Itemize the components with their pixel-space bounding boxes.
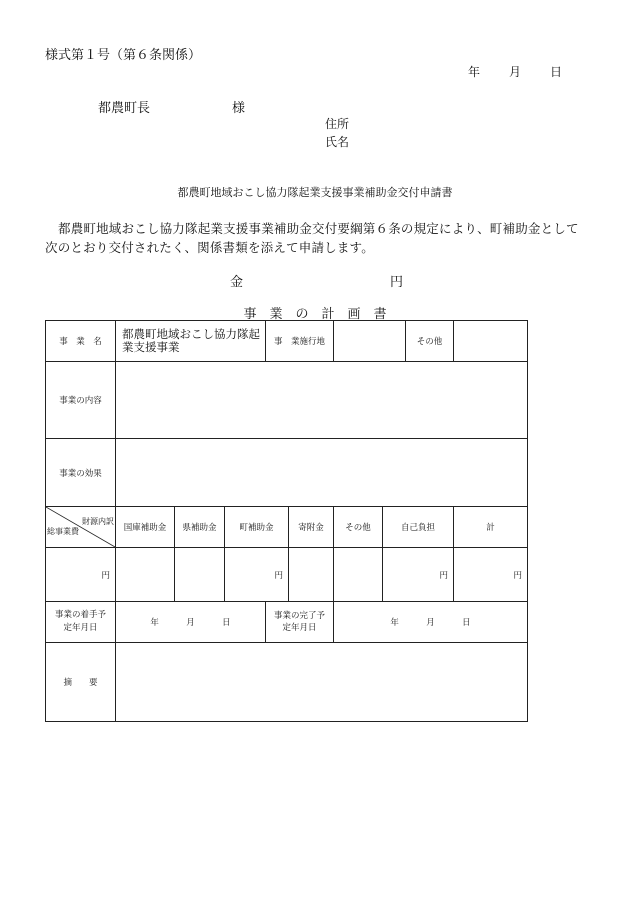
column-header: 計 (454, 507, 528, 548)
completion-day: 日 (462, 618, 471, 628)
completion-date-label: 事業の完了予定年月日 (266, 602, 334, 643)
other-value (454, 321, 528, 362)
funding-breakdown-label: 財源内訳 (82, 517, 114, 526)
remarks-value (116, 643, 528, 722)
column-header: 県補助金 (175, 507, 225, 548)
remarks-label: 摘 要 (46, 643, 116, 722)
other-funding-value (334, 548, 383, 602)
column-header: その他 (334, 507, 383, 548)
prefectural-subsidy-value (175, 548, 225, 602)
completion-date-value (334, 602, 528, 643)
start-date-label: 事業の着手予定年月日 (46, 602, 116, 643)
table-row (46, 507, 528, 548)
table-row (46, 602, 528, 643)
name-label: 氏名 (325, 135, 350, 149)
table-row (46, 321, 528, 362)
content-value (116, 362, 528, 439)
project-site-value (334, 321, 406, 362)
column-header: 町補助金 (225, 507, 289, 548)
table-row (46, 362, 528, 439)
date-day-label: 日 (550, 65, 563, 79)
amount-label: 金 (230, 275, 244, 290)
other-label: その他 (406, 321, 454, 362)
amount-unit: 円 (390, 275, 404, 290)
addressee: 都農町長 (98, 101, 151, 116)
project-site-label: 事 業施行地 (266, 321, 334, 362)
donation-value (289, 548, 334, 602)
date-month-label: 月 (509, 65, 522, 79)
start-year: 年 (150, 618, 159, 628)
total-cost-yen: 円 (46, 548, 116, 602)
table-row (46, 643, 528, 722)
start-month: 月 (186, 618, 195, 628)
total-yen: 円 (454, 548, 528, 602)
date-year-label: 年 (468, 65, 481, 79)
total-cost-label: 総事業費 (47, 527, 79, 536)
table-row (46, 439, 528, 507)
start-day: 日 (222, 618, 231, 628)
project-name-value: 都農町地域おこし協力隊起業支援事業 (116, 321, 266, 362)
column-header: 自己負担 (383, 507, 454, 548)
column-header: 寄附金 (289, 507, 334, 548)
national-subsidy-value (116, 548, 175, 602)
project-name-label: 事 業 名 (46, 321, 116, 362)
start-date-value (116, 602, 266, 643)
diagonal-header-cell (46, 507, 116, 548)
self-burden-yen: 円 (383, 548, 454, 602)
document-body: 都農町地域おこし協力隊起業支援事業補助金交付要綱第６条の規定により、町補助金として次のとおり交付されたく、関係書類を添えて申請します。 (45, 221, 579, 255)
completion-year: 年 (390, 618, 399, 628)
form-number: 様式第１号（第６条関係） (45, 48, 202, 63)
content-label: 事業の内容 (46, 362, 116, 439)
document-title: 都農町地域おこし協力隊起業支援事業補助金交付申請書 (177, 186, 453, 199)
effect-value (116, 439, 528, 507)
effect-label: 事業の効果 (46, 439, 116, 507)
column-header: 国庫補助金 (116, 507, 175, 548)
address-label: 住所 (325, 117, 350, 131)
plan-table (45, 320, 528, 722)
town-subsidy-yen: 円 (225, 548, 289, 602)
completion-month: 月 (426, 618, 435, 628)
addressee-honorific: 様 (232, 101, 246, 116)
plan-title: 事 業 の 計 画 書 (243, 307, 387, 322)
table-row (46, 548, 528, 602)
